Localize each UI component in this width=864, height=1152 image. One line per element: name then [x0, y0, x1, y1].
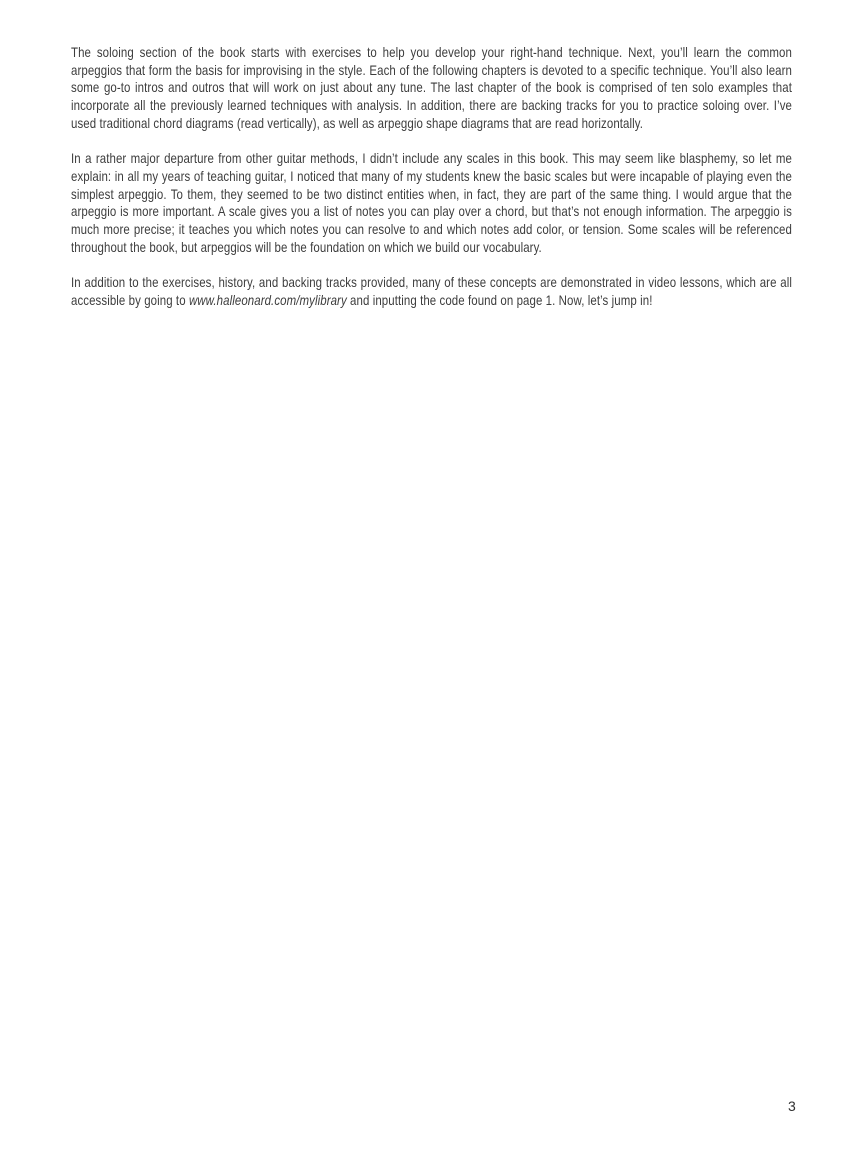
paragraph-video-lessons	[71, 274, 792, 309]
body-text	[71, 44, 792, 327]
page-number: 3	[788, 1098, 796, 1114]
mylibrary-url: www.halleonard.com/mylibrary	[188, 291, 347, 308]
paragraph-scales-vs-arpeggios: In a rather major departure from other guitar methods, I didn’t include any scales in this book. This may seem like blasphemy, so let me explain: in all my years of teaching guitar, I noticed that many of my students knew the basic scales but were incapable of playing even the simplest arpeggio. To them, they seemed to be two distinct entities when, in fact, they are part of the same thing. I would argue that the arpeggio is more important. A scale gives you a list of notes you can play over a chord, but that’s not enough information. The arpeggio is much more precise; it teaches you which notes you can resolve to and which notes add color, or tension. Some scales will be referenced throughout the book, but arpeggios will be the foundation on which we build our vocabulary.	[71, 150, 792, 255]
paragraph-soloing-overview: The soloing section of the book starts with exercises to help you develop your right-hand technique. Next, you’ll learn the common arpeggios that form the basis for improvising in the style. Each of the following chapters is devoted to a specific technique. You’ll also learn some go-to intros and outros that will work on just about any tune. The last chapter of the book is comprised of ten solo examples that incorporate all the previously learned techniques with analysis. In addition, there are backing tracks for you to practice soloing over. I’ve used traditional chord diagrams (read vertically), as well as arpeggio shape diagrams that are read horizontally.	[71, 44, 792, 131]
paragraph-video-lessons-text-before: In addition to the exercises, history, and backing tracks provided, many of these concepts are demonstrated in video lessons, which are all accessible by going to	[71, 274, 792, 308]
paragraph-video-lessons-text-after: and inputting the code found on page 1. Now, let’s jump in!	[346, 291, 653, 308]
